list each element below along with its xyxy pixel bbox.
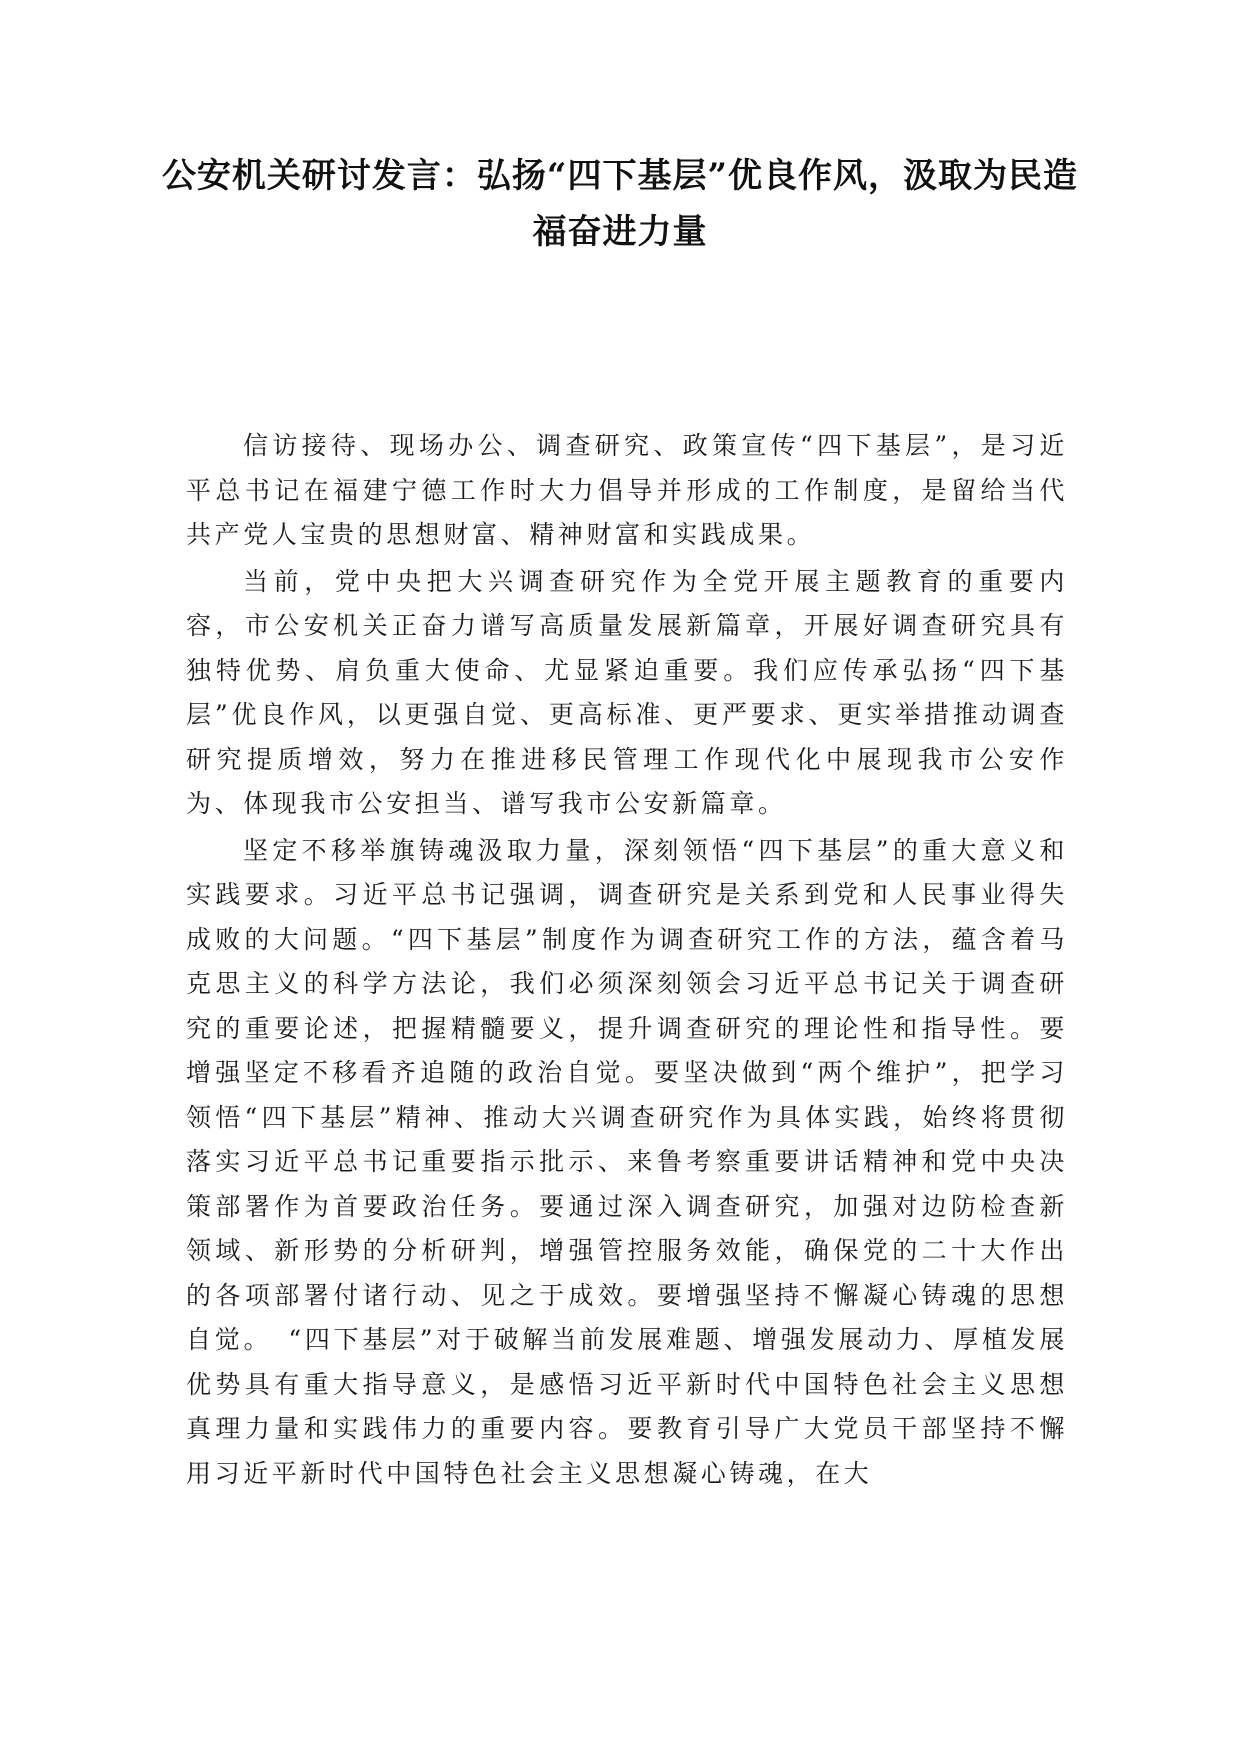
paragraph-intro: 信访接待、现场办公、调查研究、政策宣传“四下基层”，是习近平总书记在福建宁德工作时大力倡导并形成的工作制度，是留给当代共产党人宝贵的思想财富、精神财富和实践成果。 <box>186 431 1068 549</box>
paragraph-current-situation: 当前，党中央把大兴调查研究作为全党开展主题教育的重要内容，市公安机关正奋力谱写高质量发展新篇章，开展好调查研究具有独特优势、肩负重大使命、尤显紧迫重要。我们应传承弘扬“四下基层”优良作风，以更强自觉、更高标准、更严要求、更实举措推动调查研究提质增效，努力在推进移民管理工作现代化中展现我市公安作为、体现我市公安担当、谱写我市公安新篇章。 <box>186 566 1068 818</box>
document-title: 公安机关研讨发言：弘扬“四下基层”优良作风，汲取为民造福奋进力量 <box>161 156 1079 252</box>
paragraph-main-point: 坚定不移举旗铸魂汲取力量，深刻领悟“四下基层”的重大意义和实践要求。习近平总书记强调，调查研究是关系到党和人民事业得失成败的大问题。“四下基层”制度作为调查研究工作的方法，蕴含着马克思主义的科学方法论，我们必须深刻领会习近平总书记关于调查研究的重要论述，把握精髓要义，提升调查研究的理论性和指导性。要增强坚定不移看齐追随的政治自觉。要坚决做到“两个维护”，把学习领悟“四下基层”精神、推动大兴调查研究作为具体实践，始终将贯彻落实习近平总书记重要指示批示、来鲁考察重要讲话精神和党中央决策部署作为首要政治任务。要通过深入调查研究，加强对边防检查新领域、新形势的分析研判，增强管控服务效能，确保党的二十大作出的各项部署付诸行动、见之于成效。要增强坚持不懈凝心铸魂的思想自觉。 “四下基层”对于破解当前发展难题、增强发展动力、厚植发展优势具有重大指导意义，是感悟习近平新时代中国特色社会主义思想真理力量和实践伟力的重要内容。要教育引导广大党员干部坚持不懈用习近平新时代中国特色社会主义思想凝心铸魂，在大 <box>186 835 1068 1488</box>
document-body <box>186 424 1068 1498</box>
